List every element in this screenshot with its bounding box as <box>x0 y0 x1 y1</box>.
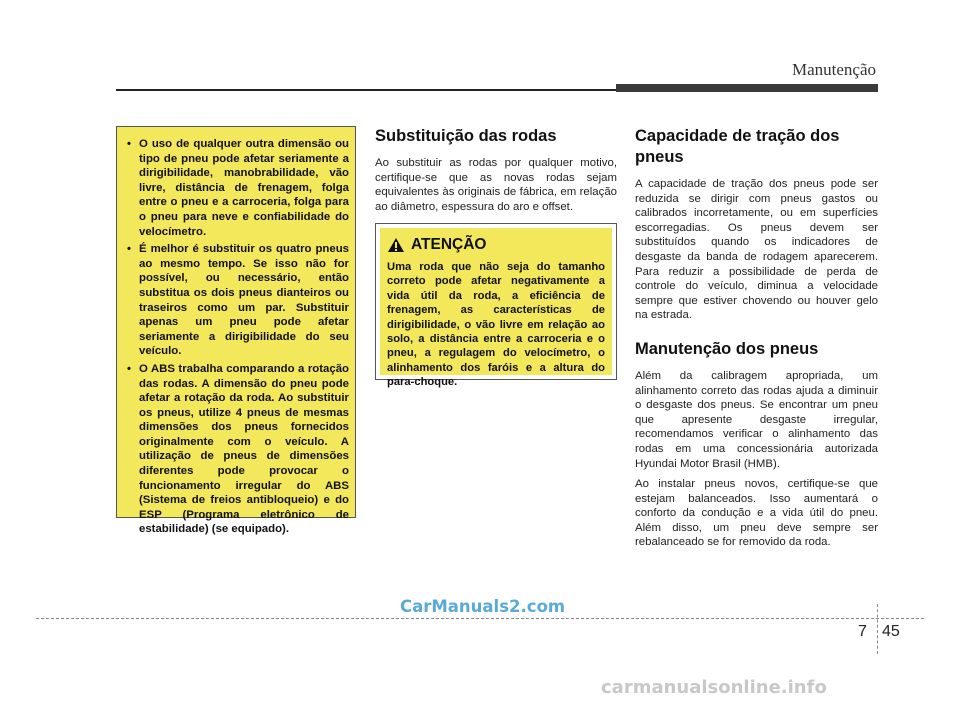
tire-maintenance-paragraph: Além da calibragem apropriada, um alinhamento correto das rodas ajuda a diminuir o desgaste dos pneus. Se encontrar um pneu que apresente desgaste irregular, recomendamos verificar o alinhamento das rodas em uma concessionária autorizada Hyundai Motor Brasil (HMB). <box>635 369 878 470</box>
attention-text: Uma roda que não seja do tamanho correto pode afetar negativamente a vida útil da roda, a eficiência de frenagem, as características de dirigibilidade, o vão livre em relação ao solo, a distância entre a carroceria e o pneu, a regulagem do velocímetro, o alinhamento dos faróis e a altura do para-choque. <box>387 261 605 389</box>
warning-item-text: O ABS trabalha comparando a rotação das rodas. A dimensão do pneu pode afetar a rotação da roda. Ao substituir os pneus, utilize 4 pneus de mesmas dimensões dos pneus fornecidos originalmente com o veículo. A utilização de pneus de dimensões diferentes pode provocar o funcionamento irregular do ABS (Sistema de freios antibloqueio) e do ESP (Programa eletrônico de estabilidade) (se equipado). <box>139 362 349 536</box>
warning-item <box>125 242 349 359</box>
warning-item <box>125 137 349 239</box>
attention-box <box>375 223 617 389</box>
attention-title: ATENÇÃO <box>411 236 487 253</box>
header-rule-thick <box>616 84 878 92</box>
attention-box-inner <box>380 228 612 389</box>
watermark-carmanuals2: CarManuals2.com <box>400 597 566 616</box>
bullet-icon: • <box>127 138 131 150</box>
traction-text: A capacidade de tração dos pneus pode ser reduzida se dirigir com pneus gastos ou calibrados incorretamente, ou em superfícies escorregadias. Os pneus devem ser substituídos quando os indicadores de desgaste da banda de rodagem aparecerem. Para reduzir a possibilidade de perda de controle do veículo, diminua a velocidade sempre que estiver chovendo ou houver gelo na estrada. <box>635 178 878 322</box>
chapter-number: 7 <box>858 623 867 640</box>
header-rule-thin <box>116 89 616 91</box>
warning-triangle-icon <box>387 237 405 253</box>
wheel-replacement-text: Ao substituir as rodas por qualquer motivo, certifique-se que as novas rodas sejam equivalentes às originais de fábrica, em relação ao diâmetro, espessura do aro e offset. <box>375 157 617 213</box>
warning-item <box>125 362 349 537</box>
page-number: 45 <box>882 623 900 640</box>
bullet-icon: • <box>127 243 131 256</box>
warning-list <box>125 137 349 537</box>
page-header-title: Manutenção <box>791 60 876 79</box>
column-middle <box>375 126 617 220</box>
watermark-carmanualsonline: carmanualsonline.info <box>601 677 827 698</box>
wheel-replacement-heading: Substituição das rodas <box>375 127 557 145</box>
footer-vertical-dashed-line <box>877 604 878 654</box>
traction-heading: Capacidade de tração dos pneus <box>635 127 840 166</box>
warning-item-text: É melhor é substituir os quatro pneus ao mesmo tempo. Se isso não for possível, ou necessário, então substitua os dois pneus dianteiros ou traseiros como um par. Substituir apenas um pneu pode afetar seriamente a dirigibilidade do seu veículo. <box>139 243 349 358</box>
attention-header <box>387 232 605 258</box>
warning-item-text: O uso de qualquer outra dimensão ou tipo de pneu pode afetar seriamente a dirigibilidade, manobrabilidade, vão livre, distância de frenagem, folga entre o pneu e a carroceria, folga para o pneu para neve e confiabilidade do velocímetro. <box>139 138 349 238</box>
tire-maintenance-paragraph: Ao instalar pneus novos, certifique-se que estejam balanceados. Isso aumentará o conforto da condução e a vida útil do pneu. Além disso, um pneu deve sempre ser rebalanceado se for removido da roda. <box>635 478 878 549</box>
column-right <box>635 126 878 556</box>
bullet-icon: • <box>127 362 131 375</box>
tire-maintenance-heading: Manutenção dos pneus <box>635 339 819 358</box>
footer-dashed-line <box>36 618 924 619</box>
warning-box <box>116 126 356 536</box>
